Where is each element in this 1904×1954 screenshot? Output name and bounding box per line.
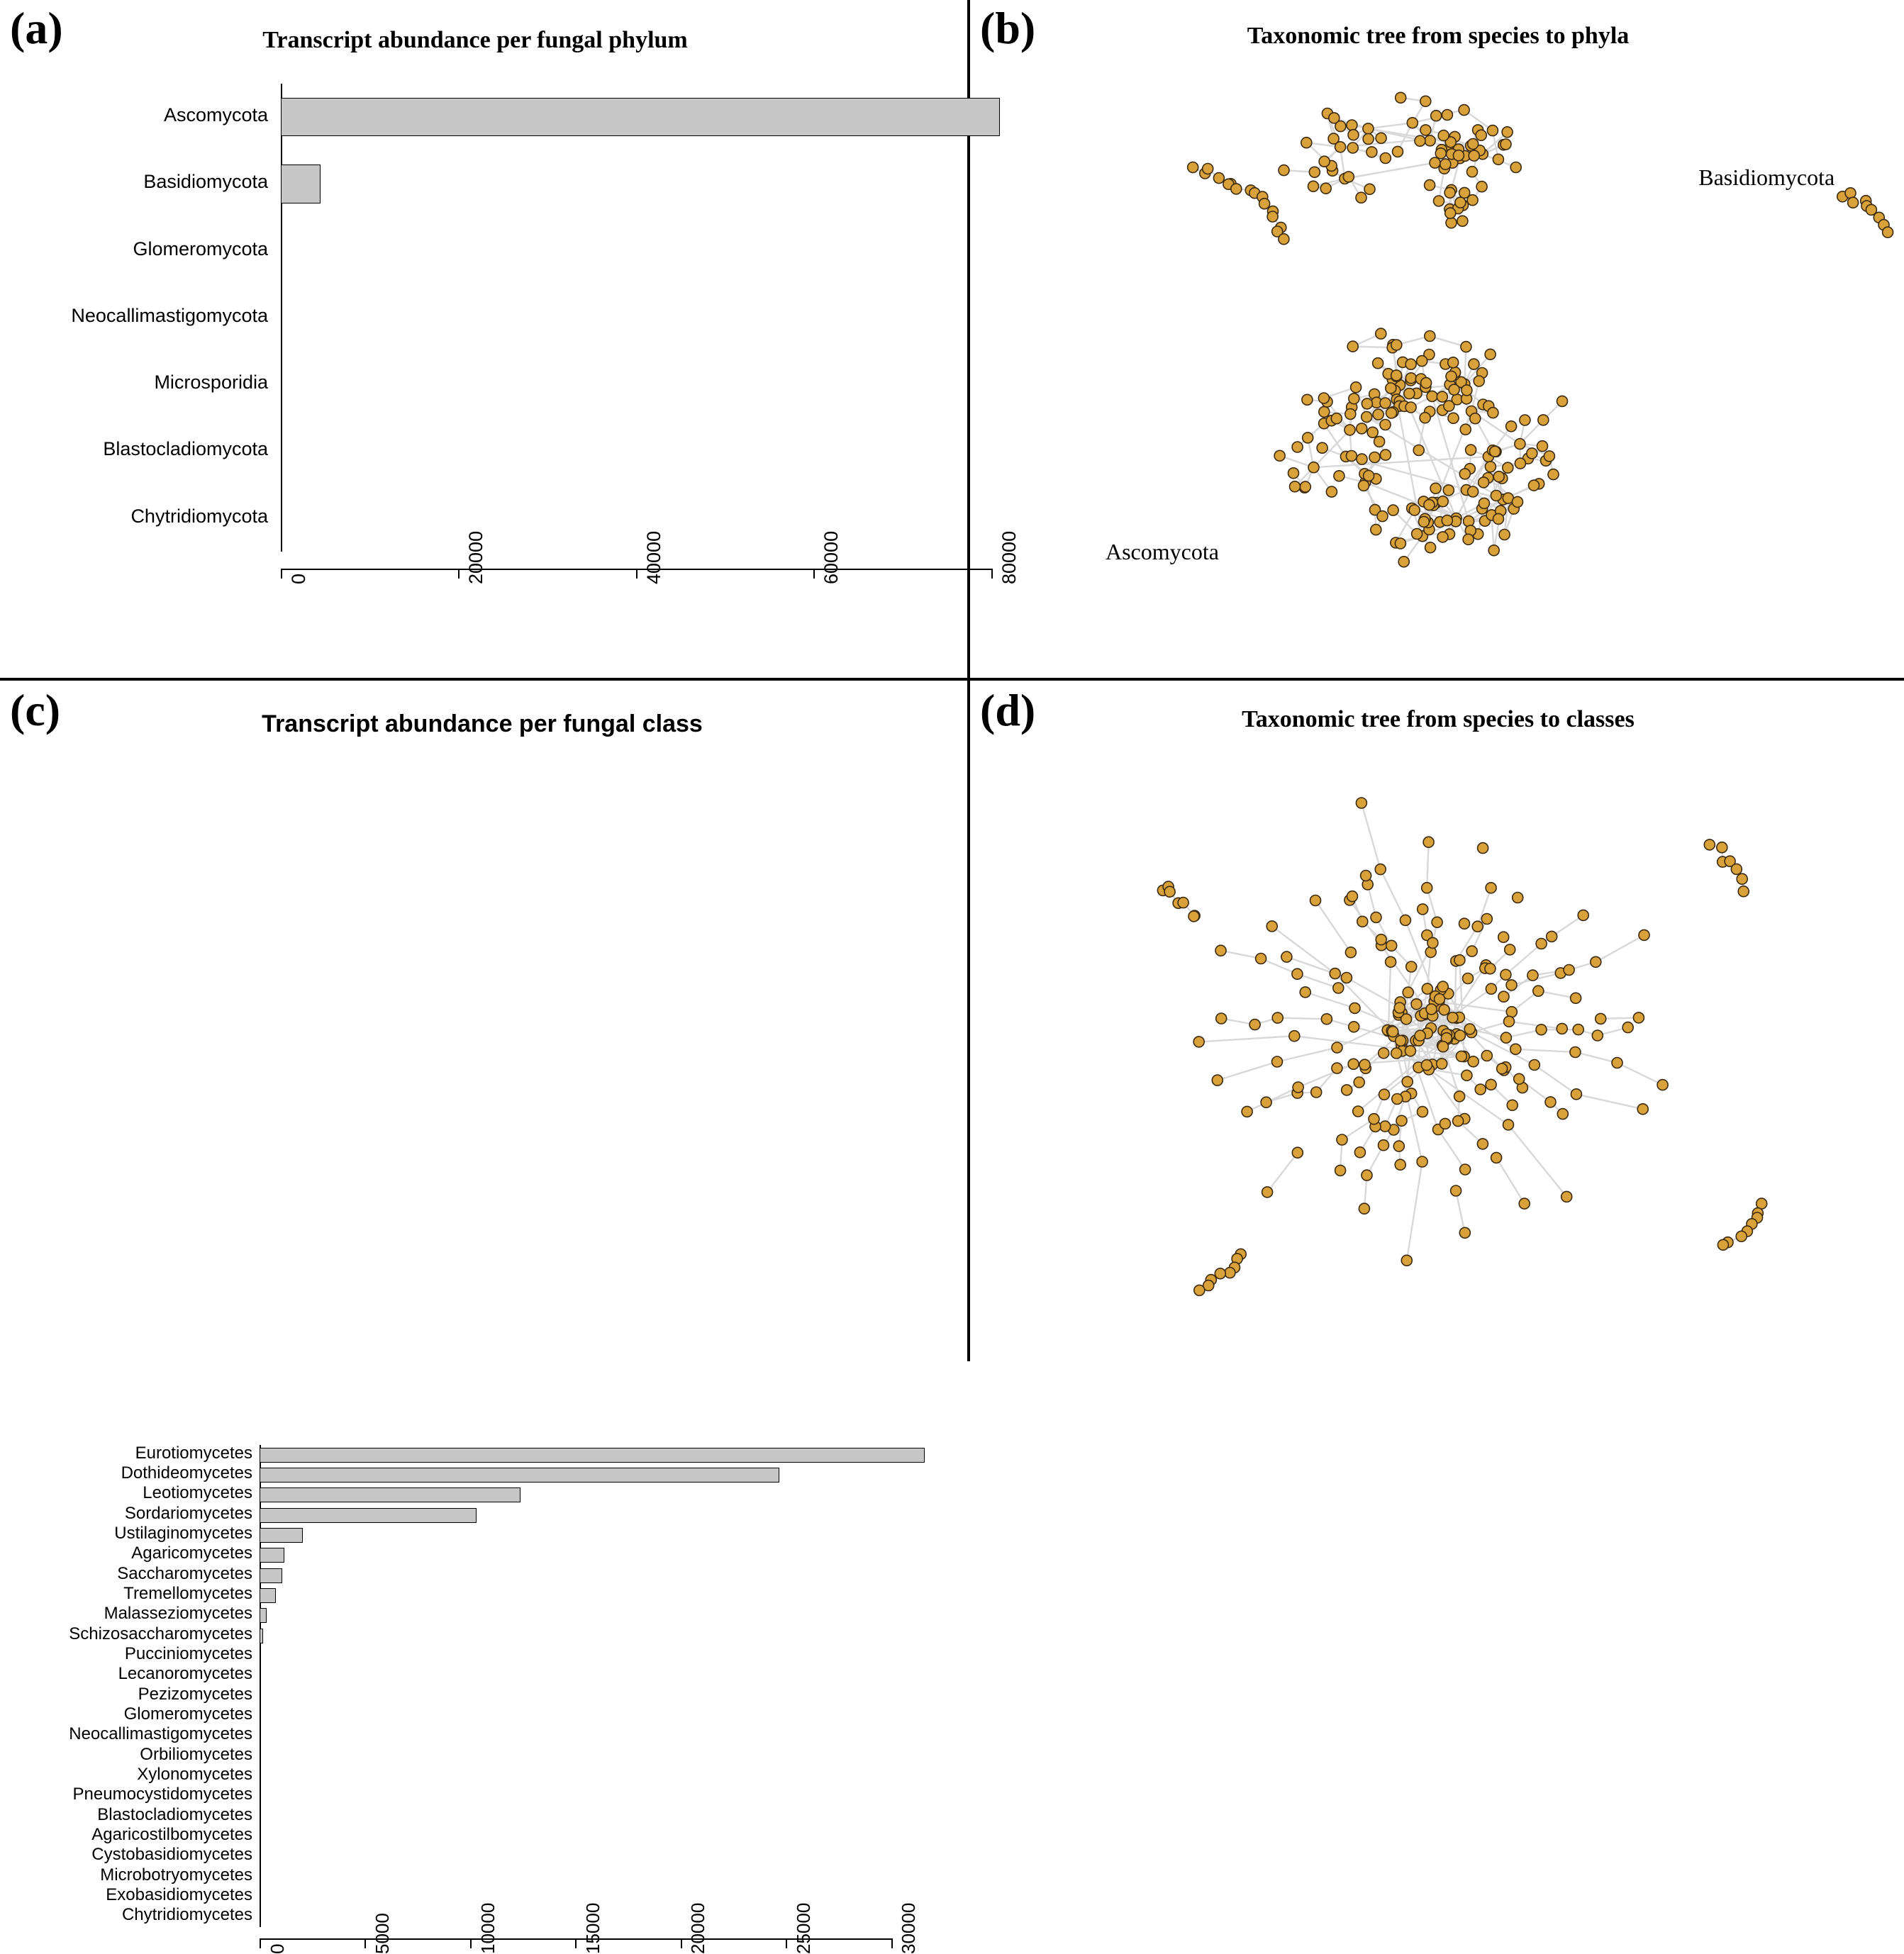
bar-category-label: Chytridiomycota: [0, 507, 268, 526]
bar: [260, 1508, 477, 1523]
bar-category-label: Pezizomycetes: [0, 1686, 252, 1703]
bar-category-label: Ascomycota: [0, 106, 268, 125]
axis-tick-label: 20000: [687, 1903, 709, 1954]
panel-b: [970, 0, 1904, 678]
panel-c-title: Transcript abundance per fungal class: [85, 710, 879, 738]
axis-tick: [470, 1938, 472, 1948]
bar-category-label: Microbotryomycetes: [0, 1867, 252, 1884]
network-node-group-label: Ascomycota: [1106, 539, 1219, 565]
bar: [260, 1448, 925, 1463]
bar-category-label: Sordariomycetes: [0, 1505, 252, 1522]
bar-category-label: Agaricostilbomycetes: [0, 1826, 252, 1843]
bar-category-label: Xylonomycetes: [0, 1766, 252, 1783]
bar: [260, 1528, 303, 1543]
bar-category-label: Chytridiomycetes: [0, 1906, 252, 1924]
bar: [281, 98, 1000, 137]
panel-b-label: (b): [980, 6, 1035, 51]
bar: [260, 1889, 261, 1904]
taxonomic-tree-classes: [970, 730, 1904, 1354]
bar: [260, 1870, 261, 1885]
panel-a-title: Transcript abundance per fungal phylum: [85, 27, 865, 54]
bar-chart-class: [0, 681, 967, 1361]
panel-d: [970, 681, 1904, 1361]
bar: [281, 298, 282, 337]
axis-tick: [281, 569, 282, 579]
bar-category-label: Neocallimastigomycetes: [0, 1726, 252, 1743]
bar-category-label: Tremellomycetes: [0, 1585, 252, 1602]
bar: [260, 1689, 261, 1704]
bar-category-label: Basidiomycota: [0, 172, 268, 191]
bar-category-label: Cystobasidiomycetes: [0, 1846, 252, 1863]
bar: [281, 432, 282, 471]
bar-chart-phylum: [0, 0, 967, 678]
axis-tick-label: 40000: [643, 531, 665, 584]
bar-category-label: Malasseziomycetes: [0, 1605, 252, 1622]
bar-category-label: Eurotiomycetes: [0, 1445, 252, 1462]
bar: [260, 1668, 261, 1683]
network-node-group-label: Basidiomycota: [1698, 164, 1835, 191]
bar: [281, 499, 282, 538]
axis-tick: [260, 1938, 261, 1948]
bar: [260, 1749, 261, 1764]
bar-category-label: Dothideomycetes: [0, 1465, 252, 1482]
bar: [260, 1588, 276, 1603]
bar-category-label: Saccharomycetes: [0, 1565, 252, 1582]
panel-a: [0, 0, 967, 678]
bar-category-label: Blastocladiomycetes: [0, 1807, 252, 1824]
bar-category-label: Leotiomycetes: [0, 1485, 252, 1502]
axis-tick-label: 15000: [582, 1903, 604, 1954]
axis-tick: [458, 569, 460, 579]
bar: [260, 1849, 261, 1864]
bar-category-label: Microsporidia: [0, 373, 268, 392]
bar: [281, 164, 321, 203]
bar: [260, 1629, 263, 1643]
panel-c: [0, 681, 967, 1361]
bar-category-label: Glomeromycetes: [0, 1706, 252, 1723]
bar: [281, 231, 282, 270]
bar-category-label: Agaricomycetes: [0, 1545, 252, 1562]
bar: [260, 1789, 261, 1804]
bar: [260, 1909, 261, 1924]
axis-tick-label: 25000: [793, 1903, 815, 1954]
axis-tick: [636, 569, 638, 579]
axis-tick-label: 5000: [372, 1913, 394, 1954]
axis-tick: [891, 1938, 893, 1948]
axis-tick-label: 30000: [898, 1903, 920, 1954]
bar: [281, 365, 282, 404]
panel-b-title: Taxonomic tree from species to phyla: [1069, 23, 1807, 50]
axis-tick: [364, 1938, 366, 1948]
axis-tick: [813, 569, 815, 579]
bar-category-label: Exobasidiomycetes: [0, 1887, 252, 1904]
bar-category-label: Schizosaccharomycetes: [0, 1626, 252, 1643]
bar: [260, 1709, 261, 1724]
axis-tick-label: 10000: [477, 1903, 499, 1954]
bar: [260, 1548, 284, 1563]
bar: [260, 1468, 779, 1483]
axis-tick: [786, 1938, 787, 1948]
bar-category-label: Pucciniomycetes: [0, 1646, 252, 1663]
taxonomic-tree-phyla: [970, 43, 1904, 666]
panel-d-label: (d): [980, 688, 1035, 733]
bar-category-label: Orbiliomycetes: [0, 1746, 252, 1763]
bar: [260, 1829, 261, 1844]
axis-tick-label: 80000: [998, 531, 1020, 584]
bar: [260, 1648, 261, 1663]
bar: [260, 1568, 282, 1583]
axis-tick-label: 20000: [465, 531, 487, 584]
panel-c-label: (c): [10, 688, 60, 733]
bar-category-label: Neocallimastigomycota: [0, 306, 268, 325]
axis-tick: [575, 1938, 577, 1948]
bar-category-label: Blastocladiomycota: [0, 440, 268, 459]
axis-tick-label: 60000: [820, 531, 842, 584]
bar: [260, 1809, 261, 1824]
axis-tick-label: 0: [288, 574, 310, 584]
bar: [260, 1487, 520, 1502]
bar: [260, 1769, 261, 1784]
axis-tick-label: 0: [267, 1944, 289, 1954]
bar: [260, 1608, 267, 1623]
bar-category-label: Glomeromycota: [0, 240, 268, 259]
bar-category-label: Lecanoromycetes: [0, 1665, 252, 1682]
axis-tick: [681, 1938, 682, 1948]
bar: [260, 1729, 261, 1743]
panel-d-title: Taxonomic tree from species to classes: [1069, 706, 1807, 733]
bar-category-label: Pneumocystidomycetes: [0, 1786, 252, 1803]
bar-category-label: Ustilaginomycetes: [0, 1525, 252, 1542]
panel-a-label: (a): [10, 6, 63, 51]
